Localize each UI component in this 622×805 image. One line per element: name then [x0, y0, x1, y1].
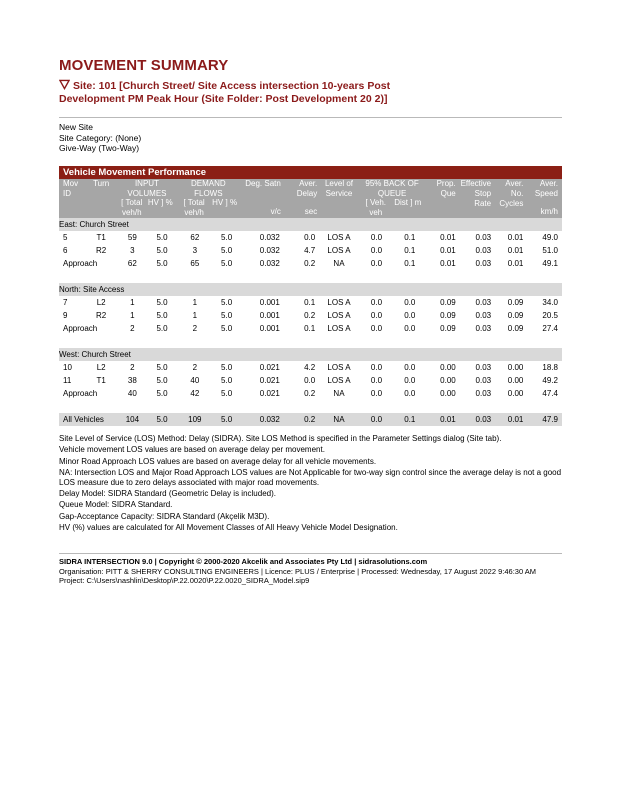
table-cell: 5.0 — [147, 387, 176, 400]
table-cell: 51.0 — [527, 244, 562, 257]
table-row — [59, 309, 562, 322]
table-cell: 0.01 — [425, 231, 459, 244]
table-cell: 0.2 — [284, 309, 319, 322]
table-cell: 5.0 — [213, 231, 240, 244]
table-cell: 0.1 — [394, 413, 425, 426]
table-cell: 0.032 — [240, 244, 284, 257]
header-turn: Turn — [85, 179, 117, 218]
table-cell: 5.0 — [213, 296, 240, 309]
table-cell: 5.0 — [213, 322, 240, 335]
approach-total-row — [59, 387, 562, 400]
note-gap-acceptance: Gap-Acceptance Capacity: SIDRA Standard (Akçelik M3D). — [59, 511, 270, 521]
table-cell: 2 — [117, 322, 147, 335]
footer-divider — [59, 553, 562, 554]
table-row — [59, 231, 562, 244]
table-cell: 0.0 — [359, 257, 394, 270]
table-cell: 1 — [177, 309, 213, 322]
table-cell: 0.0 — [394, 322, 425, 335]
table-cell: 0.03 — [460, 361, 495, 374]
table-cell: 0.00 — [495, 374, 527, 387]
table-cell: 0.0 — [359, 374, 394, 387]
table-cell: 6 — [59, 244, 85, 257]
header-aver-speed — [527, 179, 562, 218]
table-cell: 18.8 — [527, 361, 562, 374]
heading-divider — [59, 117, 562, 118]
header-boq-veh: [ Veh. veh — [365, 198, 386, 217]
header-input-total: [ Total veh/h — [121, 198, 143, 217]
header-demand-hv: HV ] % — [212, 198, 238, 207]
table-cell: 0.0 — [359, 296, 394, 309]
header-demand-total: [ Total veh/h — [183, 198, 205, 217]
table-cell: 0.021 — [240, 374, 284, 387]
table-cell: 1 — [117, 296, 147, 309]
table-cell: T1 — [85, 374, 117, 387]
table-cell: 2 — [177, 322, 213, 335]
site-category: Site Category: (None) — [59, 132, 142, 143]
footer-organisation: Organisation: PITT & SHERRY CONSULTING ENGINEERS | Licence: PLUS / Enterprise | Processed: Wednesday, 17 August 2022 9:46:30 AM — [59, 566, 537, 576]
footer — [59, 557, 569, 586]
table-cell: 2 — [117, 361, 147, 374]
table-cell: 4.7 — [284, 244, 319, 257]
table-cell: 0.00 — [425, 361, 459, 374]
table-cell: 0.09 — [495, 309, 527, 322]
table-cell: 0.09 — [495, 322, 527, 335]
table-cell: 5.0 — [213, 387, 240, 400]
table-cell: Approach — [59, 387, 117, 400]
header-speed-unit: km/h — [540, 207, 558, 216]
table-cell: 0.0 — [359, 387, 394, 400]
note-los-method: Site Level of Service (LOS) Method: Delay (SIDRA). Site LOS Method is specified in the Parameter Settings dialog (Site tab). — [59, 434, 502, 443]
table-cell: 0.0 — [394, 361, 425, 374]
header-prop-que: Prop. Que — [425, 179, 459, 218]
table-cell: 0.0 — [284, 374, 319, 387]
table-cell: 0.2 — [284, 387, 319, 400]
table-cell: 47.9 — [527, 413, 562, 426]
table-cell: 0.03 — [460, 387, 495, 400]
table-cell: 0.032 — [240, 231, 284, 244]
table-cell: 49.0 — [527, 231, 562, 244]
table-cell: 0.021 — [240, 361, 284, 374]
table-cell: 0.09 — [425, 309, 459, 322]
table-cell: 47.4 — [527, 387, 562, 400]
table-cell: 27.4 — [527, 322, 562, 335]
approach-group-label: East: Church Street — [59, 218, 562, 231]
table-cell: 10 — [59, 361, 85, 374]
header-level-of-service: Level of Service — [319, 179, 359, 218]
approach-group-label: West: Church Street — [59, 348, 562, 361]
notes — [59, 434, 564, 534]
table-cell: LOS A — [319, 361, 359, 374]
table-cell: 104 — [117, 413, 147, 426]
note-hv-values: HV (%) values are calculated for All Movement Classes of All Heavy Vehicle Model Designation. — [59, 523, 398, 533]
table-cell: 0.021 — [240, 387, 284, 400]
table-cell: 0.03 — [460, 309, 495, 322]
approach-group-row — [59, 283, 562, 296]
table-cell: 0.001 — [240, 296, 284, 309]
header-back-of-queue-label: 95% BACK OF QUEUE — [365, 179, 419, 198]
table-row — [59, 296, 562, 309]
header-aver-cycles: Aver. No. Cycles — [495, 179, 527, 218]
table-cell: 62 — [117, 257, 147, 270]
table-cell: 65 — [177, 257, 213, 270]
header-boq-dist: Dist ] m — [394, 198, 422, 207]
table-cell: 5.0 — [213, 309, 240, 322]
table-cell: 5 — [59, 231, 85, 244]
table-cell: 0.00 — [495, 387, 527, 400]
table-cell: LOS A — [319, 231, 359, 244]
table-cell: 0.0 — [394, 309, 425, 322]
table-cell: NA — [319, 387, 359, 400]
approach-total-row — [59, 257, 562, 270]
table-cell: 0.03 — [460, 374, 495, 387]
table-cell: 38 — [117, 374, 147, 387]
table-cell: 5.0 — [147, 322, 176, 335]
table-cell: 0.0 — [359, 322, 394, 335]
table-cell: NA — [319, 413, 359, 426]
vehicle-movement-performance-table — [59, 166, 562, 426]
table-cell: 0.0 — [394, 387, 425, 400]
table-cell: L2 — [85, 296, 117, 309]
table-cell: 34.0 — [527, 296, 562, 309]
table-cell: 0.01 — [425, 413, 459, 426]
table-cell: 5.0 — [213, 374, 240, 387]
table-cell: 5.0 — [147, 244, 176, 257]
table-cell: 0.0 — [359, 309, 394, 322]
table-cell: 9 — [59, 309, 85, 322]
site-name: New Site — [59, 122, 94, 132]
table-cell: 2 — [177, 361, 213, 374]
table-cell: 0.01 — [425, 244, 459, 257]
table-cell: 0.01 — [425, 257, 459, 270]
table-cell: 109 — [177, 413, 213, 426]
table-cell: 0.03 — [460, 322, 495, 335]
table-cell: 0.0 — [359, 231, 394, 244]
table-cell: Approach — [59, 257, 117, 270]
header-aver-speed-label: Aver. Speed — [534, 179, 558, 198]
table-cell: 0.03 — [460, 244, 495, 257]
table-cell: 0.1 — [394, 244, 425, 257]
table-body — [59, 218, 562, 426]
table-cell: 1 — [177, 296, 213, 309]
table-cell: 0.03 — [460, 296, 495, 309]
table-cell: 0.0 — [394, 374, 425, 387]
table-cell: 0.001 — [240, 322, 284, 335]
table-cell: 62 — [177, 231, 213, 244]
table-cell: 49.1 — [527, 257, 562, 270]
table-cell: 5.0 — [213, 257, 240, 270]
table-cell: 1 — [117, 309, 147, 322]
triangle-down-icon — [59, 79, 70, 90]
table-cell: 0.1 — [394, 231, 425, 244]
table-cell: 0.01 — [495, 244, 527, 257]
table-cell: 0.1 — [284, 296, 319, 309]
table-cell: LOS A — [319, 309, 359, 322]
header-effective-stop-rate: Effective Stop Rate — [460, 179, 495, 218]
table-cell: NA — [319, 257, 359, 270]
table-cell: 0.2 — [284, 257, 319, 270]
table-cell: LOS A — [319, 296, 359, 309]
header-mov-id: Mov ID — [59, 179, 85, 218]
table-row — [59, 361, 562, 374]
table-cell: R2 — [85, 309, 117, 322]
header-delay-unit: sec — [304, 207, 318, 216]
note-queue-model: Queue Model: SIDRA Standard. — [59, 500, 173, 510]
all-vehicles-row — [59, 413, 562, 426]
table-cell: 7 — [59, 296, 85, 309]
note-movement-los: Vehicle movement LOS values are based on average delay per movement. — [59, 445, 325, 455]
table-cell: 3 — [117, 244, 147, 257]
site-heading-text: Site: 101 [Church Street/ Site Access intersection 10-years Post Development PM Peak Hour (Site Folder: Post Development 20 2)] — [59, 80, 391, 105]
table-cell: 0.0 — [394, 296, 425, 309]
table-cell: 5.0 — [147, 413, 176, 426]
table-cell: 0.00 — [425, 374, 459, 387]
table-cell: Approach — [59, 322, 117, 335]
approach-group-row — [59, 348, 562, 361]
table-cell: 0.032 — [240, 413, 284, 426]
approach-total-row — [59, 322, 562, 335]
table-cell: 0.03 — [460, 257, 495, 270]
table-cell: 5.0 — [147, 296, 176, 309]
header-input-volumes — [117, 179, 176, 218]
table-cell: 0.03 — [460, 413, 495, 426]
header-deg-satn — [240, 179, 284, 218]
table-cell: LOS A — [319, 244, 359, 257]
header-back-of-queue — [359, 179, 426, 218]
table-cell: 0.0 — [359, 244, 394, 257]
table-cell: 5.0 — [147, 257, 176, 270]
table-cell: 3 — [177, 244, 213, 257]
header-aver-delay — [284, 179, 319, 218]
table-cell: 5.0 — [147, 361, 176, 374]
note-minor-road-los: Minor Road Approach LOS values are based on average delay for all vehicle movements. — [59, 456, 377, 466]
page-title: MOVEMENT SUMMARY — [59, 57, 229, 74]
header-input-volumes-label: INPUT VOLUMES — [127, 179, 167, 198]
table-cell: 0.00 — [495, 361, 527, 374]
note-na-explanation: NA: Intersection LOS and Major Road Approach LOS values are Not Applicable for two-way sign control since the average delay is not a good LOS measure due to zero delays associated with major road movements. — [59, 467, 562, 487]
note-delay-model: Delay Model: SIDRA Standard (Geometric Delay is included). — [59, 489, 276, 499]
approach-group-label: North: Site Access — [59, 283, 562, 296]
site-control-type: Give-Way (Two-Way) — [59, 143, 140, 153]
header-deg-satn-unit: v/c — [270, 207, 281, 216]
site-info — [59, 122, 141, 154]
table-cell: LOS A — [319, 374, 359, 387]
table-cell: R2 — [85, 244, 117, 257]
table-cell: 11 — [59, 374, 85, 387]
table-row — [59, 374, 562, 387]
footer-project-path: Project: C:\Users\nashlin\Desktop\P.22.0020\P.22.0020_SIDRA_Model.sip9 — [59, 576, 310, 585]
header-aver-delay-label: Aver. Delay — [296, 179, 318, 198]
table-cell: 0.0 — [284, 231, 319, 244]
table-cell: 0.2 — [284, 413, 319, 426]
table-cell: L2 — [85, 361, 117, 374]
table-cell: 5.0 — [147, 309, 176, 322]
table-cell: 0.01 — [495, 231, 527, 244]
table-cell: 0.01 — [495, 413, 527, 426]
site-heading — [59, 79, 419, 106]
table-cell: 0.00 — [425, 387, 459, 400]
table-row — [59, 244, 562, 257]
table-cell: 5.0 — [213, 361, 240, 374]
table-cell: 0.09 — [425, 322, 459, 335]
table-cell: 0.0 — [359, 413, 394, 426]
table-cell: 0.032 — [240, 257, 284, 270]
table-cell: 0.09 — [495, 296, 527, 309]
footer-copyright: SIDRA INTERSECTION 9.0 | Copyright © 2000-2020 Akcelik and Associates Pty Ltd | sidrasolutions.com — [59, 557, 428, 566]
approach-group-row — [59, 218, 562, 231]
header-input-hv: HV ] % — [147, 198, 173, 207]
table-cell: 0.0 — [359, 361, 394, 374]
table-cell: 5.0 — [147, 374, 176, 387]
table-cell: 0.001 — [240, 309, 284, 322]
header-demand-flows-label: DEMAND FLOWS — [191, 179, 226, 198]
table-cell: T1 — [85, 231, 117, 244]
table-cell: 0.09 — [425, 296, 459, 309]
header-deg-satn-label: Deg. Satn — [245, 179, 281, 188]
table-cell: 0.1 — [394, 257, 425, 270]
table-cell: 0.1 — [284, 322, 319, 335]
table-cell: 59 — [117, 231, 147, 244]
table-cell: 0.01 — [495, 257, 527, 270]
table-cell: 42 — [177, 387, 213, 400]
table-cell: 0.03 — [460, 231, 495, 244]
table-cell: 5.0 — [213, 244, 240, 257]
table-cell: 49.2 — [527, 374, 562, 387]
table-cell: All Vehicles — [59, 413, 117, 426]
table-banner: Vehicle Movement Performance — [59, 166, 562, 179]
header-demand-flows — [177, 179, 241, 218]
table-cell: 5.0 — [213, 413, 240, 426]
table-cell: 20.5 — [527, 309, 562, 322]
table-cell: 4.2 — [284, 361, 319, 374]
table-cell: 5.0 — [147, 231, 176, 244]
table-cell: 40 — [177, 374, 213, 387]
table-cell: LOS A — [319, 322, 359, 335]
table-cell: 40 — [117, 387, 147, 400]
